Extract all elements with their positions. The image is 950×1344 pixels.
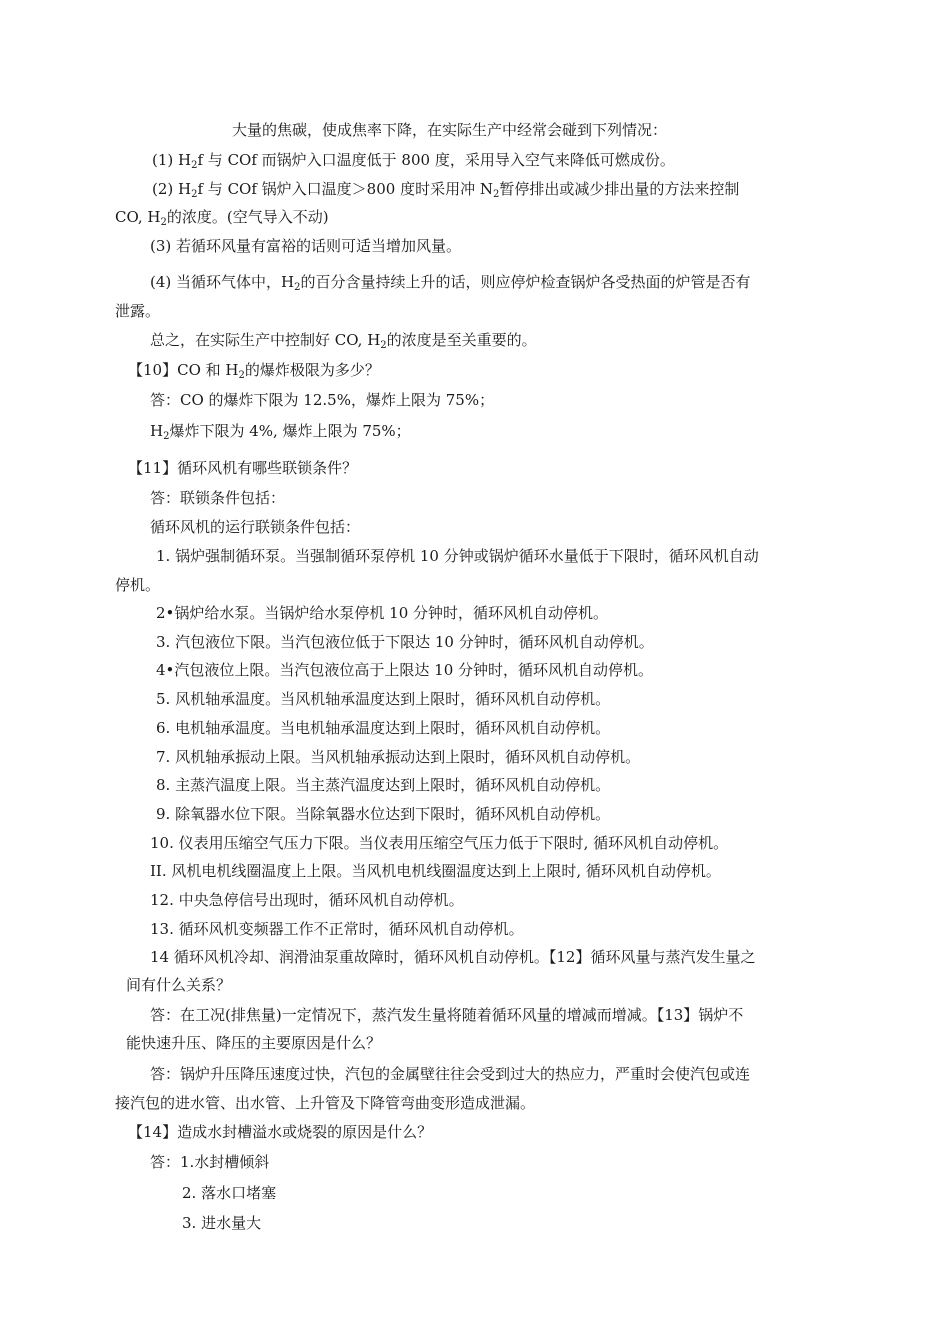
answer-11-intro: 循环风机的运行联锁条件包括： — [150, 518, 361, 536]
answer-11: 答：联锁条件包括： — [150, 489, 286, 507]
interlock-item-14: 14 循环风机冷却、润滑油泵重故障时，循环风机自动停机。【12】循环风量与蒸汽发生量之 — [150, 948, 756, 966]
question-13-cont: 能快速升压、降压的主要原因是什么？ — [126, 1034, 382, 1052]
question-11: 【11】循环风机有哪些联锁条件？ — [128, 459, 358, 477]
answer-14-item-2: 2. 落水口堵塞 — [182, 1184, 277, 1202]
condition-1: (1) $H_2f$ 与 COf 而锅炉入口温度低于 800 度，采用导入空气来降低可燃成份。 — [152, 151, 675, 171]
question-10: 【10】CO 和 $H_2$的爆炸极限为多少？ — [128, 361, 380, 381]
condition-4: (4) 当循环气体中，$H_2$的百分含量持续上升的话，则应停炉检查锅炉各受热面的炉管是否有 — [150, 273, 751, 293]
interlock-item-11: II. 风机电机线圈温度上上限。当风机电机线圈温度达到上上限时, 循环风机自动停机。 — [150, 862, 721, 880]
interlock-item-6: 6. 电机轴承温度。当电机轴承温度达到上限时，循环风机自动停机。 — [156, 719, 611, 737]
interlock-item-4: 4•汽包液位上限。当汽包液位高于上限达 10 分钟时，循环风机自动停机。 — [156, 661, 654, 679]
interlock-item-7: 7. 风机轴承振动上限。当风机轴承振动达到上限时，循环风机自动停机。 — [156, 748, 641, 766]
paragraph-intro: 大量的焦碳，使成焦率下降，在实际生产中经常会碰到下列情况： — [232, 121, 668, 139]
answer-13-cont: 接汽包的进水管、出水管、上升管及下降管弯曲变形造成泄漏。 — [115, 1094, 536, 1112]
summary: 总之，在实际生产中控制好 CO, $H_2$的浓度是至关重要的。 — [150, 331, 537, 351]
interlock-item-13: 13. 循环风机变频器工作不正常时，循环风机自动停机。 — [150, 920, 524, 938]
answer-10-co: 答：CO 的爆炸下限为 12.5%，爆炸上限为 75%； — [150, 391, 495, 409]
interlock-item-12: 12. 中央急停信号出现时，循环风机自动停机。 — [150, 891, 464, 909]
interlock-item-1: 1. 锅炉强制循环泵。当强制循环泵停机 10 分钟或锅炉循环水量低于下限时，循环风机自动 — [156, 547, 759, 565]
interlock-item-8: 8. 主蒸汽温度上限。当主蒸汽温度达到上限时，循环风机自动停机。 — [156, 776, 611, 794]
interlock-item-9: 9. 除氧器水位下限。当除氧器水位达到下限时，循环风机自动停机。 — [156, 805, 611, 823]
answer-13: 答：锅炉升压降压速度过快，汽包的金属壁往往会受到过大的热应力，严重时会使汽包或连 — [150, 1065, 751, 1083]
question-14: 【14】造成水封槽溢水或烧裂的原因是什么？ — [128, 1123, 433, 1141]
interlock-item-3: 3. 汽包液位下限。当汽包液位低于下限达 10 分钟时，循环风机自动停机。 — [156, 633, 654, 651]
interlock-item-10: 10. 仪表用压缩空气压力下限。当仪表用压缩空气压力低于下限时, 循环风机自动停机。 — [150, 834, 729, 852]
condition-3: (3) 若循环风量有富裕的话则可适当增加风量。 — [150, 237, 462, 255]
condition-4-cont: 泄露。 — [115, 302, 161, 320]
answer-14-item-1: 答：1.水封槽倾斜 — [150, 1153, 270, 1171]
condition-2: (2) $H_2f$ 与 COf 锅炉入口温度＞800 度时采用冲 $N_2$暂停排出或减少排出量的方法来控制 — [152, 180, 740, 200]
interlock-item-2: 2•锅炉给水泵。当锅炉给水泵停机 10 分钟时，循环风机自动停机。 — [156, 604, 609, 622]
answer-10-h2: $H_2$爆炸下限为 4%, 爆炸上限为 75%； — [150, 422, 411, 442]
question-12-cont: 间有什么关系？ — [126, 976, 232, 994]
answer-12: 答：在工况(排焦量)一定情况下，蒸汽发生量将随着循环风量的增减而增减。【13】锅炉不 — [150, 1006, 744, 1024]
answer-14-item-3: 3. 进水量大 — [182, 1214, 262, 1232]
interlock-item-5: 5. 风机轴承温度。当风机轴承温度达到上限时，循环风机自动停机。 — [156, 690, 611, 708]
condition-2-cont: CO, $H_2$的浓度。(空气导入不动) — [115, 208, 329, 228]
interlock-item-1-cont: 停机。 — [115, 576, 161, 594]
